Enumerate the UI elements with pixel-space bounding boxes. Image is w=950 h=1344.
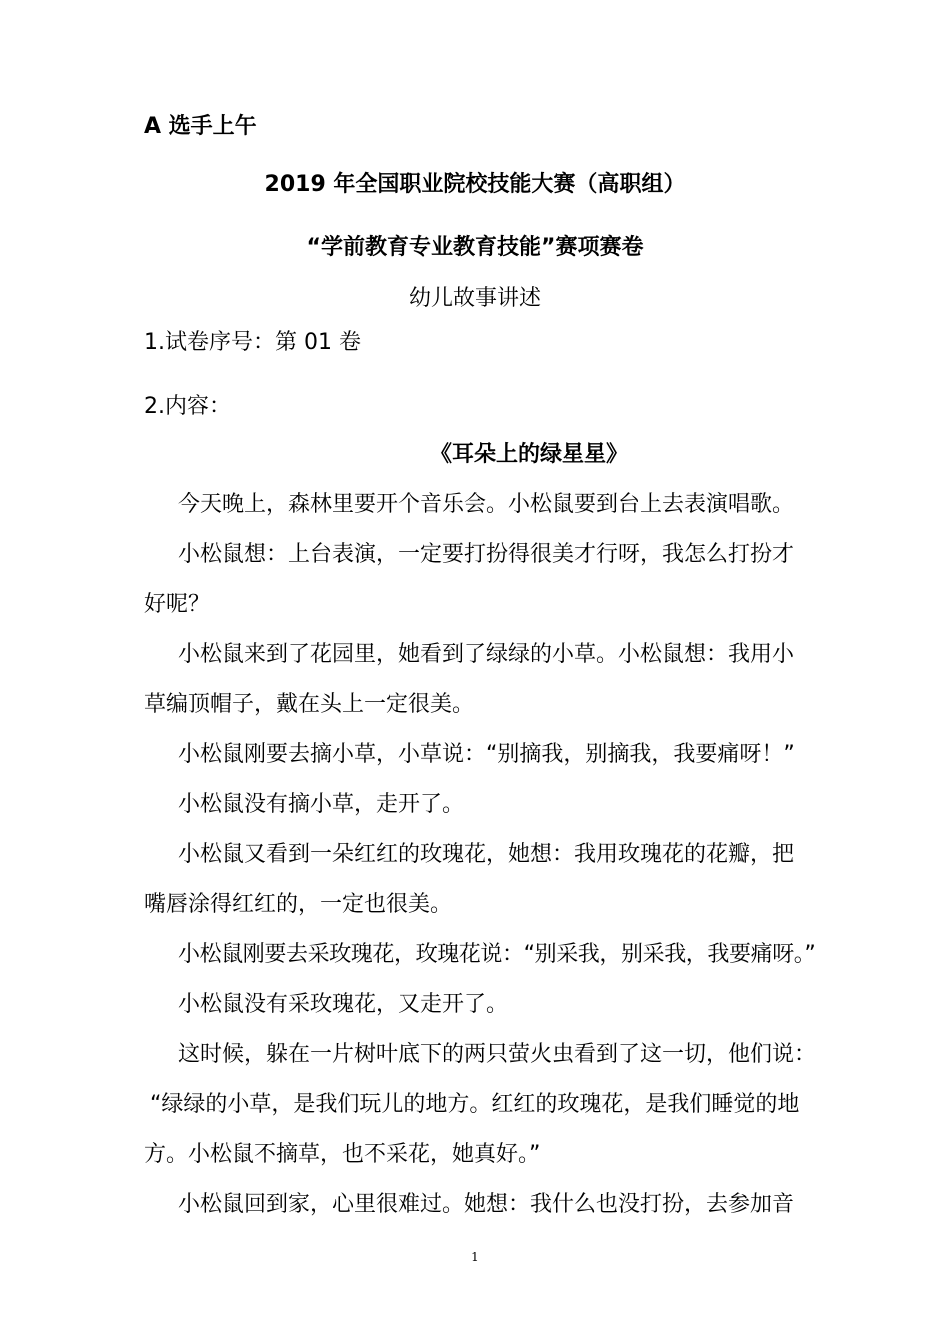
story-title: 《耳朵上的绿星星》 (430, 442, 629, 467)
section-title: 幼儿故事讲述 (408, 286, 541, 311)
exam-subtitle: “学前教育专业教育技能”赛项赛卷 (306, 235, 644, 260)
story-line: 小松鼠来到了花园里，她看到了绿绿的小草。小松鼠想：我用小 (178, 642, 795, 667)
story-line: 这时候，躲在一片树叶底下的两只萤火虫看到了这一切，他们说： (178, 1042, 817, 1067)
story-line: 草编顶帽子，戴在头上一定很美。 (144, 692, 475, 717)
header-label: A 选手上午 (144, 114, 257, 139)
story-line: 小松鼠又看到一朵红红的玫瑰花，她想：我用玫瑰花的花瓣，把 (178, 842, 795, 867)
story-line: 方。小松鼠不摘草，也不采花，她真好。” (144, 1142, 541, 1167)
page-number: 1 (471, 1250, 479, 1264)
story-line: 小松鼠没有摘小草，走开了。 (178, 792, 465, 817)
story-line: 小松鼠想：上台表演，一定要打扮得很美才行呀，我怎么打扮才 (178, 542, 795, 567)
story-line: 小松鼠没有采玫瑰花，又走开了。 (178, 992, 509, 1017)
story-line: 小松鼠刚要去采玫瑰花，玫瑰花说：“别采我，别采我，我要痛呀。” (178, 942, 816, 967)
story-line: 小松鼠回到家，心里很难过。她想：我什么也没打扮，去参加音 (178, 1192, 795, 1217)
story-line: 今天晚上，森林里要开个音乐会。小松鼠要到台上去表演唱歌。 (178, 492, 795, 517)
content-label: 2.内容： (144, 394, 231, 419)
story-line: 小松鼠刚要去摘小草，小草说：“别摘我，别摘我，我要痛呀！” (178, 742, 795, 767)
story-line: 好呢？ (144, 592, 211, 617)
story-line: 嘴唇涂得红红的，一定也很美。 (144, 892, 453, 917)
paper-number: 1.试卷序号：第 01 卷 (144, 330, 361, 355)
story-line: “绿绿的小草，是我们玩儿的地方。红红的玫瑰花，是我们睡觉的地 (150, 1092, 800, 1117)
exam-title: 2019 年全国职业院校技能大赛（高职组） (264, 172, 686, 197)
